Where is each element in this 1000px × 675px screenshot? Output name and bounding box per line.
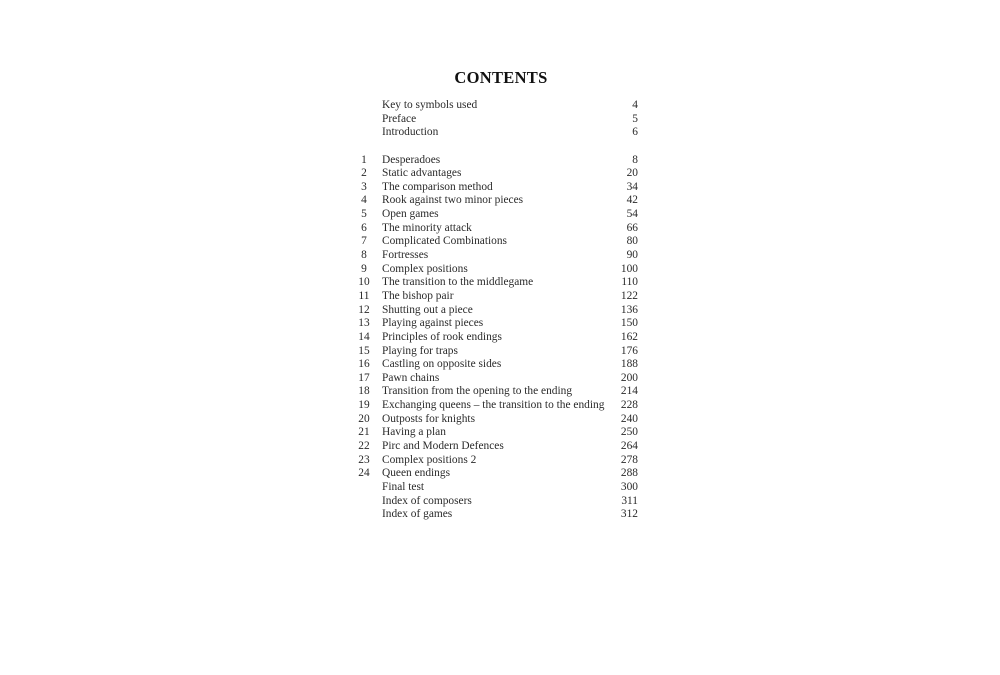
chapter-page: 54 (626, 208, 638, 221)
chapter-title: Pawn chains (382, 371, 440, 384)
toc-chapter (354, 304, 638, 318)
toc-chapter (354, 426, 638, 440)
toc-chapter (354, 235, 638, 249)
toc-chapter (354, 167, 638, 181)
chapter-number: 6 (361, 221, 367, 234)
toc-entry (354, 99, 638, 113)
toc-chapter (354, 385, 638, 399)
chapter-title: The minority attack (382, 221, 472, 234)
chapter-page: 110 (621, 276, 638, 289)
chapter-number: 17 (358, 371, 370, 384)
toc-entry-page: 300 (620, 480, 638, 493)
toc-entry (354, 126, 638, 140)
section-gap (354, 140, 638, 154)
table-of-contents (354, 99, 638, 522)
chapter-number: 19 (358, 399, 370, 412)
chapter-title: Shutting out a piece (382, 303, 473, 316)
chapter-page: 228 (620, 399, 638, 412)
toc-entry-page: 311 (621, 494, 638, 507)
chapter-page: 122 (620, 289, 638, 302)
chapter-page: 34 (626, 180, 638, 193)
chapter-page: 150 (620, 317, 638, 330)
chapter-number: 23 (358, 453, 370, 466)
toc-chapter (354, 440, 638, 454)
chapter-page: 176 (620, 344, 638, 357)
toc-chapter (354, 249, 638, 263)
chapter-title: Having a plan (382, 426, 446, 439)
toc-entry (354, 481, 638, 495)
toc-chapter (354, 317, 638, 331)
toc-chapter (354, 372, 638, 386)
chapter-page: 42 (626, 194, 638, 207)
page-title: CONTENTS (454, 68, 548, 87)
chapter-number: 14 (358, 330, 370, 343)
chapter-page: 162 (620, 330, 638, 343)
chapter-number: 24 (358, 467, 370, 480)
chapter-number: 12 (358, 303, 370, 316)
toc-chapter (354, 263, 638, 277)
chapter-page: 90 (626, 249, 638, 262)
toc-chapter (354, 399, 638, 413)
toc-chapter (354, 345, 638, 359)
chapter-number: 18 (358, 385, 370, 398)
toc-chapter (354, 413, 638, 427)
chapter-title: Transition from the opening to the ending (382, 385, 573, 398)
toc-chapter (354, 194, 638, 208)
toc-chapter (354, 181, 638, 195)
chapter-page: 8 (632, 153, 638, 166)
chapter-title: Exchanging queens – the transition to the ending (382, 399, 605, 412)
chapter-title: Playing for traps (382, 344, 458, 357)
toc-entry (354, 113, 638, 127)
chapter-page: 80 (626, 235, 638, 248)
chapter-title: Rook against two minor pieces (382, 194, 524, 207)
chapter-number: 5 (361, 208, 367, 221)
chapter-page: 250 (620, 426, 638, 439)
toc-chapter (354, 154, 638, 168)
toc-chapter (354, 358, 638, 372)
chapter-number: 22 (358, 440, 370, 453)
toc-entry-label: Final test (382, 480, 425, 493)
toc-chapter (354, 331, 638, 345)
chapter-number: 8 (361, 249, 367, 262)
chapter-title: Open games (382, 208, 439, 221)
chapter-title: The transition to the middlegame (382, 276, 534, 289)
chapter-page: 264 (620, 440, 638, 453)
toc-entry-page: 312 (620, 508, 638, 521)
toc-entry-page: 5 (632, 112, 638, 125)
toc-chapter (354, 467, 638, 481)
chapter-number: 1 (361, 153, 367, 166)
chapter-title: Complex positions 2 (382, 453, 477, 466)
toc-chapter (354, 290, 638, 304)
toc-chapter (354, 222, 638, 236)
chapter-number: 15 (358, 344, 370, 357)
chapter-title: Principles of rook endings (382, 330, 502, 343)
chapter-page: 66 (626, 221, 638, 234)
chapter-number: 21 (358, 426, 370, 439)
chapter-page: 240 (620, 412, 638, 425)
chapter-page: 278 (620, 453, 638, 466)
chapter-number: 9 (361, 262, 367, 275)
toc-entry-page: 4 (632, 99, 638, 111)
chapter-page: 136 (620, 303, 638, 316)
toc-entry (354, 495, 638, 509)
chapter-page: 100 (620, 262, 638, 275)
toc-entry-label: Index of composers (382, 494, 472, 507)
toc-chapter (354, 276, 638, 290)
chapter-title: Complex positions (382, 262, 468, 275)
chapter-title: Castling on opposite sides (382, 358, 502, 371)
chapter-page: 20 (626, 167, 638, 180)
chapter-title: Queen endings (382, 467, 451, 480)
chapter-page: 188 (620, 358, 638, 371)
chapter-title: Outposts for knights (382, 412, 476, 425)
toc-chapter (354, 208, 638, 222)
chapter-title: Pirc and Modern Defences (382, 440, 504, 453)
chapter-number: 13 (358, 317, 370, 330)
chapter-page: 288 (620, 467, 638, 480)
chapter-title: The bishop pair (382, 289, 454, 302)
toc-chapter (354, 454, 638, 468)
toc-entry (354, 508, 638, 522)
chapter-title: The comparison method (382, 180, 493, 193)
toc-entry-label: Introduction (382, 126, 439, 139)
chapter-number: 2 (361, 167, 367, 180)
toc-entry-label: Preface (382, 112, 417, 125)
chapter-number: 20 (358, 412, 370, 425)
chapter-page: 214 (620, 385, 638, 398)
chapter-title: Desperadoes (382, 153, 441, 166)
chapter-number: 3 (361, 180, 367, 193)
chapter-title: Complicated Combinations (382, 235, 507, 248)
chapter-number: 11 (358, 289, 370, 302)
chapter-number: 16 (358, 358, 370, 371)
chapter-page: 200 (620, 371, 638, 384)
toc-entry-label: Index of games (382, 508, 453, 521)
toc-entry-page: 6 (632, 126, 638, 139)
toc-entry-label: Key to symbols used (382, 99, 478, 111)
chapter-title: Playing against pieces (382, 317, 484, 330)
chapter-title: Fortresses (382, 249, 429, 262)
chapter-number: 7 (361, 235, 367, 248)
chapter-number: 4 (361, 194, 367, 207)
chapter-number: 10 (358, 276, 370, 289)
chapter-title: Static advantages (382, 167, 462, 180)
